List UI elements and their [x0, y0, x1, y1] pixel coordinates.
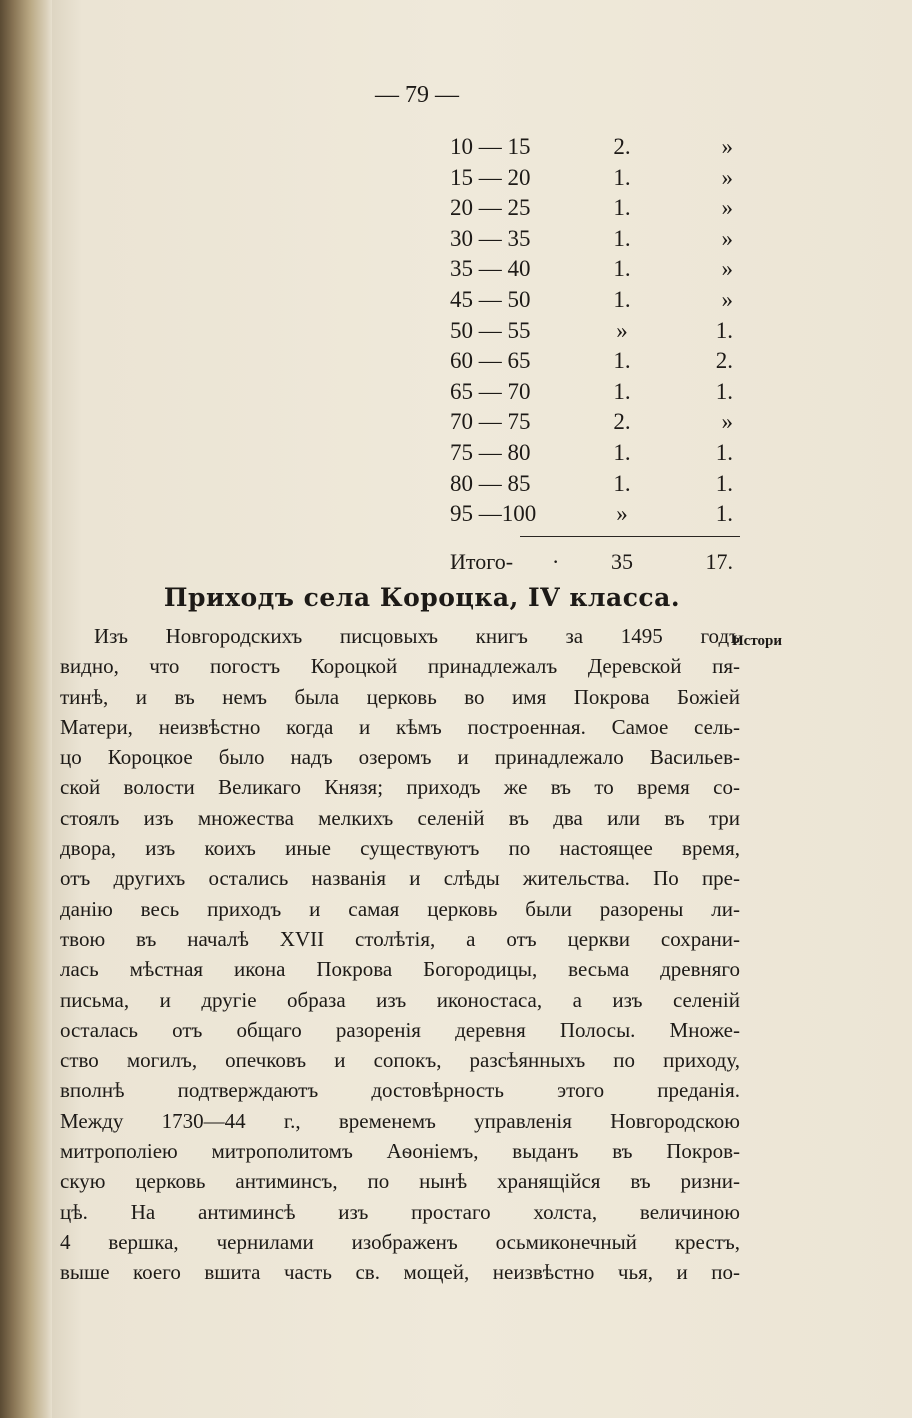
table-row [52, 316, 912, 346]
text-line: лась мѣстная икона Покрова Богородицы, весьма древняго [60, 957, 740, 982]
total-label: Итого- [450, 549, 514, 574]
column-b-cell: » [721, 287, 733, 312]
table-row [52, 407, 912, 437]
age-range-cell: 60 — 65 [450, 348, 531, 374]
text-line: Изъ Новгородскихъ писцовыхъ книгъ за 1495 годъ [94, 624, 740, 648]
text-line: тинѣ, и въ немъ была церковь во имя Покрова Божіей [60, 684, 740, 709]
column-a-cell: » [616, 317, 628, 343]
age-range-cell: 50 — 55 [450, 317, 531, 343]
page-number: — 79 — [375, 82, 459, 108]
text-line: двора, изъ коихъ иные существуютъ по настоящее время, [60, 836, 740, 861]
text-line: Матери, неизвѣстно когда и кѣмъ построенная. Самое сель- [60, 714, 740, 739]
column-a-cell: 1. [613, 256, 631, 282]
text-line: отъ другихъ остались названія и слѣды жительства. По пре- [60, 866, 740, 891]
margin-note: Истори [732, 633, 782, 649]
age-range-cell: 75 — 80 [450, 440, 531, 465]
text-line: митрополіею митрополитомъ Аѳоніемъ, выданъ въ Покров- [60, 1139, 740, 1164]
column-b-cell: » [721, 225, 733, 251]
text-line: видно, что погостъ Короцкой принадлежалъ Деревской пя- [60, 654, 740, 679]
table-row [52, 346, 912, 376]
age-range-cell: 95 —100 [450, 501, 537, 527]
column-a-cell: » [616, 501, 628, 527]
age-range-cell: 80 — 85 [450, 470, 531, 496]
column-b-cell: 1. [715, 440, 733, 465]
total-column-b: 17. [705, 549, 733, 574]
age-range-cell: 35 — 40 [450, 256, 531, 282]
column-b-cell: » [721, 164, 733, 190]
text-line: выше коего вшита часть св. мощей, неизвѣстно чья, и по- [60, 1260, 740, 1285]
section-heading: Приходъ села Короцка, IV класса. [163, 583, 681, 612]
text-line: Между 1730—44 г., временемъ управленія Новгородскою [60, 1108, 740, 1133]
book-spine-shadow [0, 0, 52, 1418]
column-a-cell: 1. [613, 195, 631, 221]
column-a-cell: 1. [613, 440, 631, 465]
column-b-cell: 1. [715, 470, 733, 496]
age-range-cell: 20 — 25 [450, 195, 531, 221]
text-line: твою въ началѣ XVII столѣтія, а отъ церкви сохрани- [60, 926, 740, 951]
column-a-cell: 1. [613, 378, 631, 404]
column-a-cell: 1. [613, 287, 631, 312]
book-page [52, 0, 912, 1418]
column-b-cell: » [721, 409, 733, 435]
age-range-cell: 30 — 35 [450, 225, 531, 251]
text-line: ской волости Великаго Князя; приходъ же въ то время со- [60, 775, 740, 800]
table-total-row [52, 546, 912, 578]
text-line: стоялъ изъ множества мелкихъ селеній въ два или въ три [60, 805, 740, 830]
total-dot: · [552, 549, 560, 574]
text-line: цѣ. На антиминсѣ изъ простаго холста, величиною [60, 1199, 740, 1224]
age-range-cell: 15 — 20 [450, 164, 531, 190]
table-row [52, 224, 912, 254]
text-line: письма, и другіе образа изъ иконостаса, а изъ селеній [60, 987, 740, 1012]
column-b-cell: » [721, 256, 733, 282]
column-b-cell: 2. [715, 348, 733, 374]
column-a-cell: 1. [613, 164, 631, 190]
table-row [52, 193, 912, 223]
column-b-cell: » [721, 195, 733, 221]
table-row [52, 132, 912, 162]
column-a-cell: 1. [613, 348, 631, 374]
age-range-cell: 10 — 15 [450, 134, 531, 159]
body-text [60, 621, 740, 1288]
text-line: скую церковь антиминсъ, по нынѣ хранящійся въ ризни- [60, 1169, 740, 1194]
table-row [52, 377, 912, 407]
text-line: осталась отъ общаго разоренія деревня Полосы. Множе- [60, 1017, 740, 1042]
column-a-cell: 2. [613, 409, 631, 435]
total-column-a: 35 [611, 549, 633, 574]
text-line: данію весь приходъ и самая церковь были разорены ли- [60, 896, 740, 921]
text-line: цо Короцкое было надъ озеромъ и принадлежало Васильев- [60, 745, 740, 770]
table-row [52, 438, 912, 468]
age-range-cell: 70 — 75 [450, 409, 531, 435]
text-line: ство могилъ, опечковъ и сопокъ, разсѣянныхъ по приходу, [60, 1048, 740, 1073]
table-row [52, 469, 912, 499]
column-b-cell: 1. [715, 317, 733, 343]
column-b-cell: » [721, 134, 733, 159]
table-row [52, 285, 912, 315]
column-a-cell: 1. [613, 225, 631, 251]
column-a-cell: 2. [613, 134, 631, 159]
column-b-cell: 1. [715, 501, 733, 527]
text-line: 4 вершка, чернилами изображенъ осьмиконечный крестъ, [60, 1229, 740, 1254]
table-total-rule [520, 536, 740, 537]
age-range-cell: 65 — 70 [450, 378, 531, 404]
column-a-cell: 1. [613, 470, 631, 496]
age-range-cell: 45 — 50 [450, 287, 531, 312]
column-b-cell: 1. [715, 378, 733, 404]
table-row [52, 254, 912, 284]
table-row [52, 163, 912, 193]
table-row [52, 499, 912, 529]
text-line: вполнѣ подтверждаютъ достовѣрность этого преданія. [60, 1078, 740, 1103]
